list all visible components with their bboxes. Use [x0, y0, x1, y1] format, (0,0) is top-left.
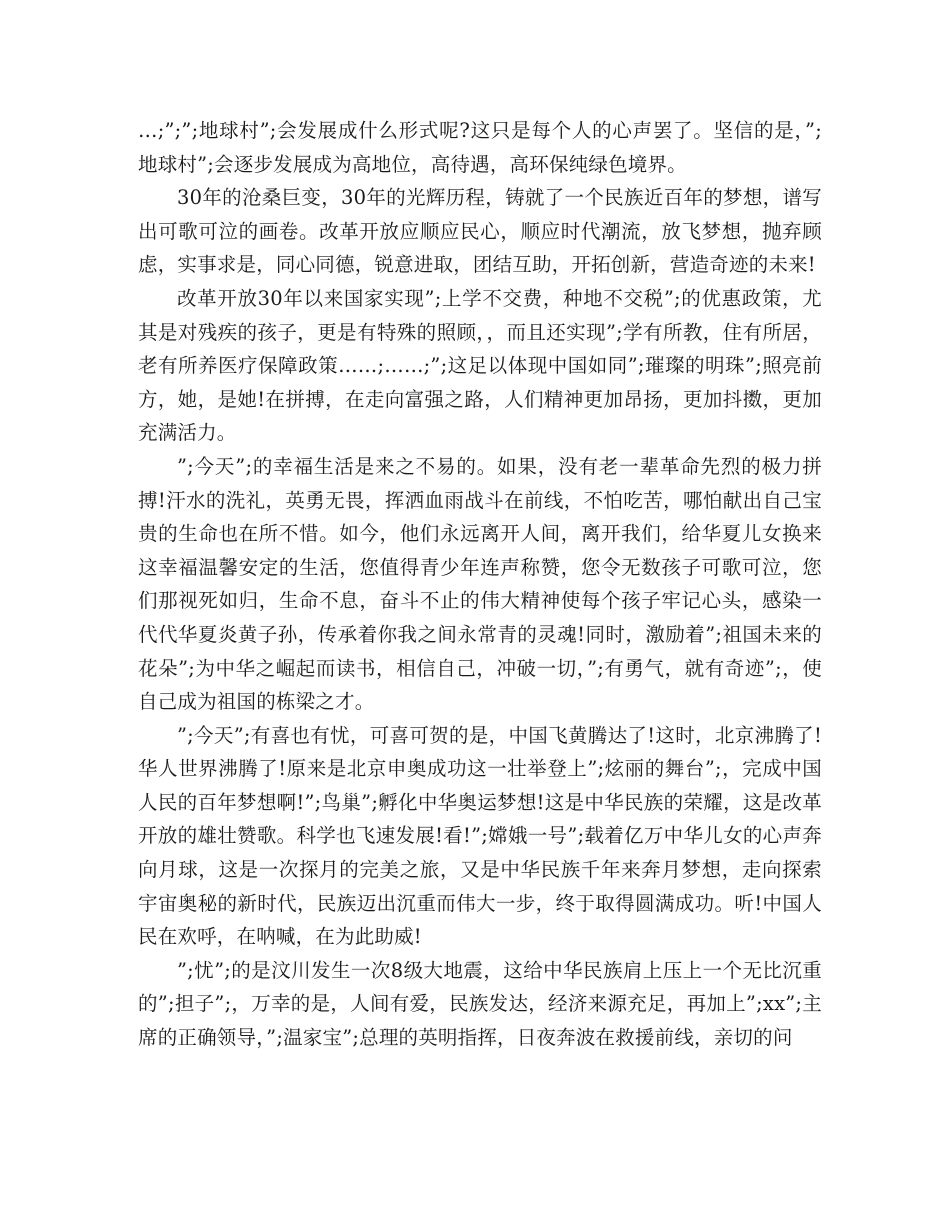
paragraph-olympics-space: ”;今天”;有喜也有忧，可喜可贺的是，中国飞黄腾达了!这时，北京沸腾了!华人世界沸腾了!原来是北京申奥成功这一壮举登上”;炫丽的舞台”;，完成中国人民的百年梦想啊!”;鸟巢”;孵化中华奥运梦想!这是中华民族的荣耀，这是改革开放的雄壮赞歌。科学也飞速发展!看!”;嫦娥一号”;载着亿万中华儿女的心声奔向月球，这是一次探月的完美之旅，又是中华民族千年来奔月梦想，走向探索宇宙奥秘的新时代，民族迈出沉重而伟大一步，终于取得圆满成功。听!中国人民在欢呼，在呐喊，在为此助威! — [138, 723, 822, 949]
paragraph-earthquake: ”;忧”;的是汶川发生一次8级大地震，这给中华民族肩上压上一个无比沉重的”;担子”;，万幸的是，人间有爱，民族发达，经济来源充足，再加上”;xx”;主席的正确领导，”;温家宝”;总理的英明指挥，日夜奔波在救援前线，亲切的问 — [138, 958, 822, 1050]
paragraph-continued: …;”;”;地球村”;会发展成什么形式呢?这只是每个人的心声罢了。坚信的是，”;地球村”;会逐步发展成为高地位，高待遇，高环保纯绿色境界。 — [138, 119, 822, 176]
paragraph-today-happiness: ”;今天”;的幸福生活是来之不易的。如果，没有老一辈革命先烈的极力拼搏!汗水的洗礼，英勇无畏，挥洒血雨战斗在前线，不怕吃苦，哪怕献出自己宝贵的生命也在所不惜。如今，他们永远离开人间，离开我们，给华夏儿女换来这幸福温馨安定的生活，您值得青少年连声称赞，您令无数孩子可歌可泣，您们那视死如归，生命不息，奋斗不止的伟大精神使每个孩子牢记心头，感染一代代华夏炎黄子孙，传承着你我之间永常青的灵魂!同时，激励着”;祖国未来的花朵”;为中华之崛起而读书，相信自己，冲破一切，”;有勇气，就有奇迹”;，使自己成为祖国的栋梁之才。 — [138, 454, 822, 714]
paragraph-policy: 改革开放30年以来国家实现”;上学不交费，种地不交税”;的优惠政策，尤其是对残疾的孩子，更是有特殊的照顾，，而且还实现”;学有所教，住有所居，老有所养医疗保障政策……;……;”;这足以体现中国如同”;璀璨的明珠”;照亮前方，她，是她!在拼搏，在走向富强之路，人们精神更加昂扬，更加抖擞，更加充满活力。 — [138, 286, 822, 445]
paragraph-reform-30-years: 30年的沧桑巨变，30年的光辉历程，铸就了一个民族近百年的梦想，谱写出可歌可泣的画卷。改革开放应顺应民心，顺应时代潮流，放飞梦想，抛弃顾虑，实事求是，同心同德，锐意进取，团结互助，开拓创新，营造奇迹的未来! — [138, 186, 822, 277]
document-body — [138, 114, 822, 1055]
